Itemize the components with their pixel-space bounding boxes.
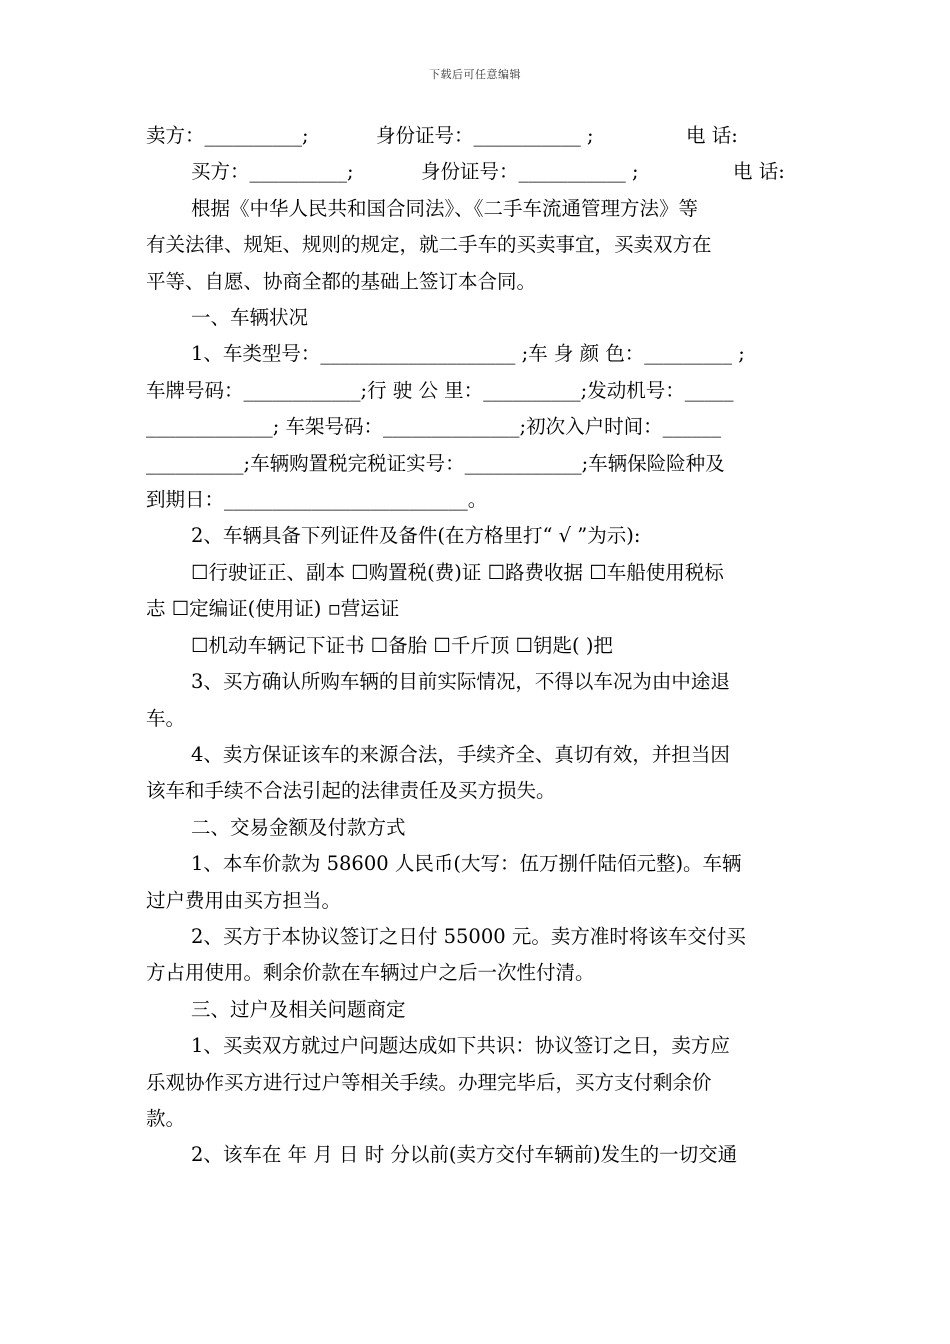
section-title: 二、交易金额及付款方式 [191,815,406,839]
intro-line: 平等、自愿、协商全都的基础上签订本合同。 [146,269,537,293]
intro-line: 有关法律、规矩、规则的规定，就二手车的买卖事宜，买卖双方在 [146,233,712,257]
clause-line: 1、本车价款为 58600 人民币(大写：伍万捌仟陆佰元整)。车辆 [191,852,742,876]
clause-line: 2、该车在 年 月 日 时 分以前(卖方交付车辆前)发生的一切交通 [191,1143,738,1167]
clause-line: 车。 [146,706,186,730]
clause-line: 款。 [146,1106,186,1130]
clause-line: 3、买方确认所购车辆的目前实际情况，不得以车况为由中途退 [191,670,730,694]
seller-name-field: 卖方：__________; [146,124,309,147]
clause-line: 过户费用由买方担当。 [146,888,342,912]
page-header: 下载后可任意编辑 [429,68,521,81]
seller-id-field: 身份证号：___________ ; [376,124,594,147]
clause-line: 乐观协作买方进行过户等相关手续。办理完毕后，买方支付剩余价 [146,1070,712,1094]
documents-checklist: ☐行驶证正、副本 ☐购置税(费)证 ☐路费收据 ☐车船使用税标 [191,560,724,584]
documents-checklist: 志 ☐定编证(使用证) ▫营运证 [146,597,400,621]
contract-body [146,118,808,1174]
documents-intro: 2、车辆具备下列证件及备件(在方格里打“ √ ”为示): [191,524,641,548]
clause-line: 2、买方于本协议签订之日付 55000 元。卖方准时将该车交付买 [191,924,746,948]
clause-line: 1、买卖双方就过户问题达成如下共识：协议签订之日，卖方应 [191,1034,730,1058]
vehicle-info-line: 车牌号码：____________;行 驶 公 里：__________;发动机号：_____ [146,378,734,402]
vehicle-info-line: __________;车辆购置税完税证实号：____________;车辆保险险种及 [146,451,725,475]
seller-phone-field: 电 话: [686,124,738,147]
buyer-name-field: 买方：__________; [191,160,354,184]
vehicle-info-line: 1、车类型号：____________________ ;车 身 颜 色：_________ ; [191,342,745,366]
section-title: 一、车辆状况 [191,306,309,330]
buyer-line [146,154,808,190]
documents-checklist: ☐机动车辆记下证书 ☐备胎 ☐千斤顶 ☐钥匙( )把 [191,633,613,657]
vehicle-info-line: 到期日：_________________________。 [146,488,488,512]
buyer-id-field: 身份证号：___________ ; [421,160,639,184]
clause-line: 4、卖方保证该车的来源合法，手续齐全、真切有效，并担当因 [191,742,730,766]
clause-line: 该车和手续不合法引起的法律责任及买方损失。 [146,779,556,803]
intro-line: 根据《中华人民共和国合同法》、《二手车流通管理方法》等 [191,196,699,220]
seller-line [146,118,808,154]
buyer-phone-field: 电 话: [733,160,785,184]
vehicle-info-line: _____________; 车架号码：______________;初次入户时间：______ [146,415,722,439]
clause-line: 方占用使用。剩余价款在车辆过户之后一次性付清。 [146,961,595,985]
section-title: 三、过户及相关问题商定 [191,997,406,1021]
